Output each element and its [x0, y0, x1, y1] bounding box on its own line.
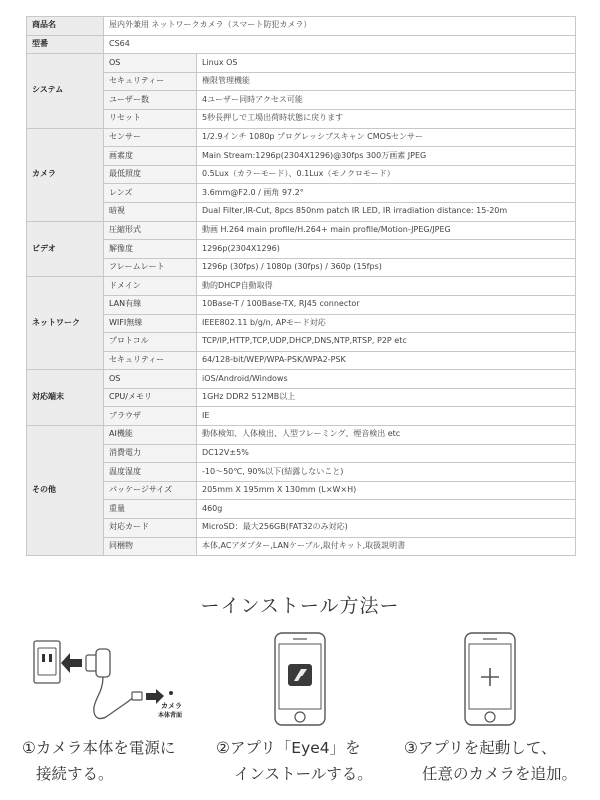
diagram-label-back: 本体背面: [158, 712, 183, 719]
spec-label: プロトコル: [104, 333, 197, 352]
spec-label: OS: [104, 370, 197, 389]
spec-category: 商品名: [27, 17, 104, 36]
ac-adapter-icon: [86, 649, 142, 719]
spec-value: 205mm X 195mm X 130mm (L×W×H): [197, 481, 576, 500]
spec-row: [27, 481, 576, 500]
diagram-label-camera: カメラ: [161, 702, 182, 710]
spec-row: [27, 91, 576, 110]
spec-category: その他: [27, 426, 104, 556]
spec-table-body: [27, 17, 576, 556]
spec-row: [27, 54, 576, 73]
step3-line2: 任意のカメラを追加。: [422, 765, 578, 783]
eye4-app-icon: [288, 664, 312, 686]
spec-row: [27, 221, 576, 240]
spec-value: -10〜50℃, 90%以下(結露しないこと): [197, 463, 576, 482]
step2-line2: インストールする。: [234, 765, 373, 783]
spec-label: 圧縮形式: [104, 221, 197, 240]
wall-outlet-icon: [34, 641, 60, 683]
spec-value: 動的DHCP自動取得: [197, 277, 576, 296]
spec-value: 4ユーザー同時アクセス可能: [197, 91, 576, 110]
spec-row: [27, 295, 576, 314]
spec-row: [27, 426, 576, 445]
spec-value: Main Stream:1296p(2304X1296)@30fps 300万画素 JPEG: [197, 147, 576, 166]
spec-value: 1/2.9インチ 1080p プログレッシブスキャン CMOSセンサー: [197, 128, 576, 147]
spec-row: [27, 314, 576, 333]
spec-category: ネットワーク: [27, 277, 104, 370]
phone-add-camera-illustration: [463, 631, 517, 727]
spec-value: IE: [197, 407, 576, 426]
spec-label: ドメイン: [104, 277, 197, 296]
spec-value: 1296p(2304X1296): [197, 240, 576, 259]
spec-value: 64/128-bit/WEP/WPA-PSK/WPA2-PSK: [197, 351, 576, 370]
spec-label: LAN有線: [104, 295, 197, 314]
spec-label: 同梱物: [104, 537, 197, 556]
spec-label: 解像度: [104, 240, 197, 259]
spec-value: MicroSD：最大256GB(FAT32のみ対応): [197, 519, 576, 538]
spec-value: 動画 H.264 main profile/H.264+ main profile/Motion-JPEG/JPEG: [197, 221, 576, 240]
spec-value: DC12V±5%: [197, 444, 576, 463]
arrow-left-icon: [61, 653, 82, 673]
spec-value: 本体,ACアダプター,LANケーブル,取付キット,取扱説明書: [197, 537, 576, 556]
step3-line1: ③アプリを起動して、: [404, 739, 557, 757]
spec-value: 権限管理機能: [197, 72, 576, 91]
spec-value: 1296p (30fps) / 1080p (30fps) / 360p (15fps): [197, 258, 576, 277]
spec-label: セキュリティー: [104, 351, 197, 370]
spec-row: [27, 333, 576, 352]
spec-row: [27, 537, 576, 556]
spec-row: [27, 407, 576, 426]
spec-row: [27, 388, 576, 407]
spec-value: 10Base-T / 100Base-TX, RJ45 connector: [197, 295, 576, 314]
spec-row: [27, 500, 576, 519]
spec-row: [27, 147, 576, 166]
spec-category: カメラ: [27, 128, 104, 221]
spec-row: [27, 444, 576, 463]
spec-value: 動体検知、人体検出、人型フレーミング、煙音検出 etc: [197, 426, 576, 445]
spec-row: [27, 17, 576, 36]
spec-value: TCP/IP,HTTP,TCP,UDP,DHCP,DNS,NTP,RTSP, P2P etc: [197, 333, 576, 352]
spec-value: iOS/Android/Windows: [197, 370, 576, 389]
step3-caption: [404, 735, 577, 787]
spec-label: レンズ: [104, 184, 197, 203]
spec-row: [27, 351, 576, 370]
spec-label: 重量: [104, 500, 197, 519]
spec-label: 温度湿度: [104, 463, 197, 482]
spec-category: ビデオ: [27, 221, 104, 277]
spec-label: 最低照度: [104, 165, 197, 184]
spec-row: [27, 184, 576, 203]
spec-row: [27, 240, 576, 259]
install-section-title: ーインストール方法ー: [200, 595, 400, 617]
spec-label: パッケージサイズ: [104, 481, 197, 500]
spec-row: [27, 202, 576, 221]
spec-label: WIFI無線: [104, 314, 197, 333]
step2-caption: [216, 735, 373, 787]
spec-label: ブラウザ: [104, 407, 197, 426]
spec-category: 対応端末: [27, 370, 104, 426]
spec-value: 0.5Lux（カラーモード）、0.1Lux（モノクロモード）: [197, 165, 576, 184]
spec-row: [27, 258, 576, 277]
spec-row: [27, 72, 576, 91]
step2-line1: ②アプリ「Eye4」を: [216, 739, 361, 757]
spec-row: [27, 277, 576, 296]
spec-value: IEEE802.11 b/g/n, APモード対応: [197, 314, 576, 333]
spec-row: [27, 109, 576, 128]
spec-label: 暗視: [104, 202, 197, 221]
spec-label: フレームレート: [104, 258, 197, 277]
spec-category: システム: [27, 54, 104, 128]
step1-line1: ①カメラ本体を電源に: [22, 739, 176, 757]
spec-value: Dual Filter,IR-Cut, 8pcs 850nm patch IR LED, IR irradiation distance: 15-20m: [197, 202, 576, 221]
spec-row: [27, 370, 576, 389]
spec-label: 対応カード: [104, 519, 197, 538]
step1-line2: 接続する。: [36, 765, 114, 783]
spec-value: 460g: [197, 500, 576, 519]
spec-label: CPU/メモリ: [104, 388, 197, 407]
spec-row: [27, 463, 576, 482]
power-connection-diagram: [30, 635, 190, 725]
home-button-icon: [295, 712, 305, 722]
spec-label: OS: [104, 54, 197, 73]
spec-label: セキュリティー: [104, 72, 197, 91]
phone-eye4-illustration: [273, 631, 327, 727]
spec-table: [26, 16, 576, 556]
spec-value: CS64: [104, 35, 576, 54]
spec-value: 屋内外兼用 ネットワークカメラ（スマート防犯カメラ）: [104, 17, 576, 36]
spec-category: 型番: [27, 35, 104, 54]
spec-label: 消費電力: [104, 444, 197, 463]
spec-label: リセット: [104, 109, 197, 128]
spec-value: 1GHz DDR2 512MB以上: [197, 388, 576, 407]
home-button-icon: [485, 712, 495, 722]
spec-row: [27, 165, 576, 184]
step1-caption: [22, 735, 175, 787]
spec-label: 画素度: [104, 147, 197, 166]
spec-label: ユーザー数: [104, 91, 197, 110]
spec-value: 5秒長押しで工場出荷時状態に戻ります: [197, 109, 576, 128]
spec-value: 3.6mm@F2.0 / 画角 97.2°: [197, 184, 576, 203]
spec-row: [27, 35, 576, 54]
spec-label: センサー: [104, 128, 197, 147]
spec-row: [27, 519, 576, 538]
spec-row: [27, 128, 576, 147]
spec-label: AI機能: [104, 426, 197, 445]
spec-value: Linux OS: [197, 54, 576, 73]
